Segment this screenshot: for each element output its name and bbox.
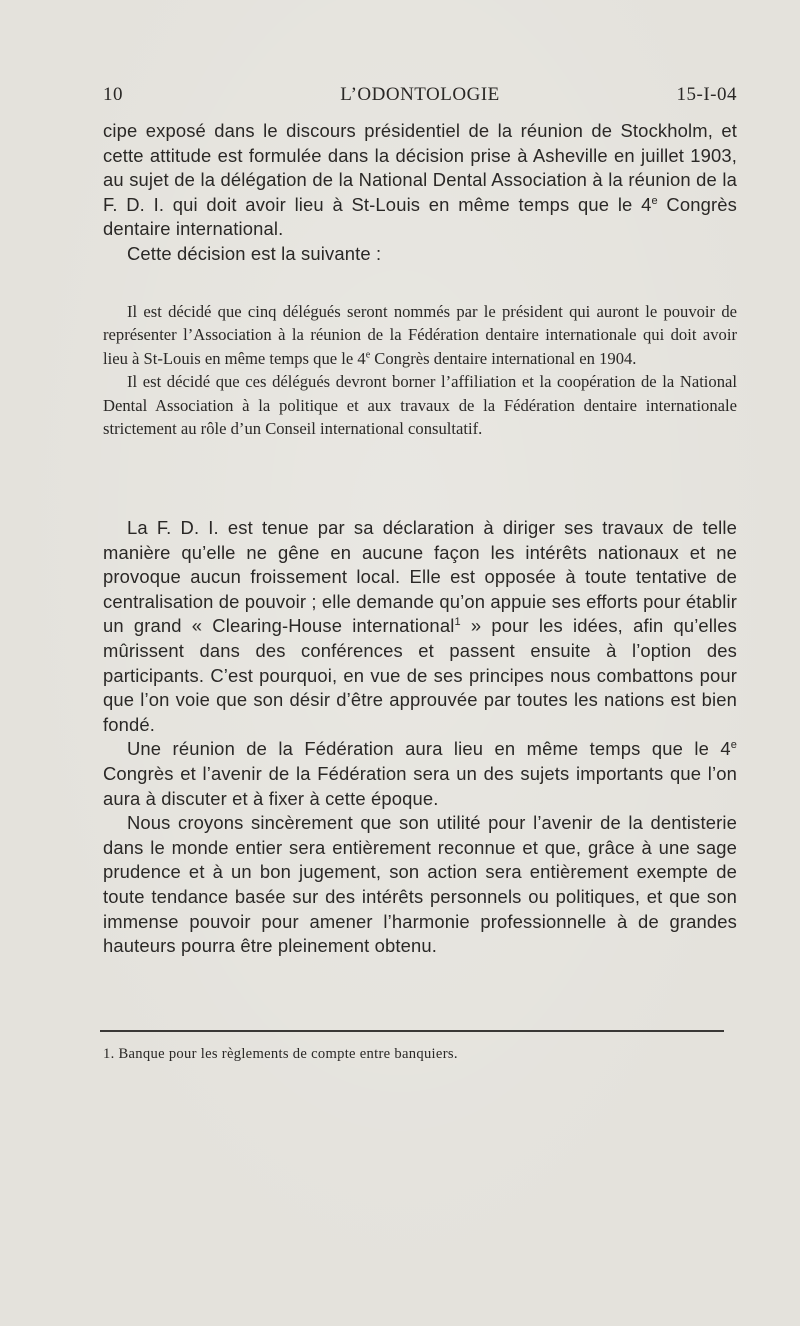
paragraph-fdi (103, 516, 737, 737)
intro-text (103, 119, 737, 267)
paragraph-reunion (103, 737, 737, 811)
footnote-marker: 1 (454, 616, 461, 629)
paragraph-conclusion: Nous croyons sincèrement que son utilité pour l’avenir de la dentisterie dans le monde entier sera entièrement reconnue et que, grâce à une sage prudence et à un bon jugement, son action sera entièrement exempte de toute tendance basée sur des intérêts personnels ou politiques, et que son immense pouvoir pour amener l’harmonie professionnelle à de grandes hauteurs pourra être pleinement obtenu. (103, 812, 737, 957)
quote-paragraph-2: Il est décidé que ces délégués devront borner l’affiliation et la coopération de la National Dental Association à la politique et aux travaux de la Fédération dentaire internationale strictement au rôle d’un Conseil international consultatif. (103, 372, 737, 439)
ordinal-suffix: e (651, 194, 658, 207)
quote-text-end: Congrès dentaire international en 1904. (370, 348, 637, 368)
quoted-decision (103, 300, 737, 440)
paragraph-text-end: Congrès dentaire international. (103, 193, 737, 240)
quote-text: Il est décidé que cinq délégués seront nommés par le président qui auront le pouvoir de représenter l’Association à la réunion de la Fédération dentaire internationale qui doit avoir lieu à St-Louis en même temps que le 4 (103, 302, 737, 368)
paragraph-continuation (103, 119, 737, 242)
paragraph-text: cipe exposé dans le discours présidentiel de la réunion de Stockholm, et cette attitude est formulée dans la décision prise à Asheville en juillet 1903, au sujet de la délégation de la National Dental Association à la réunion de la F. D. I. qui doit avoir lieu à St-Louis en même temps que le (103, 120, 737, 215)
quote-paragraph-1 (103, 300, 737, 370)
ordinal-number: 4 (641, 193, 652, 215)
ordinal-suffix: e (730, 739, 737, 752)
paragraph-decision-intro: Cette décision est la suivante : (127, 242, 382, 264)
footnote-divider (100, 1030, 724, 1032)
ordinal-suffix: e (365, 349, 371, 361)
paragraph-text: Une réunion de la Fédération aura lieu en même temps que le 4 (127, 738, 731, 760)
page-number: 10 (103, 84, 123, 105)
paragraph-text-end: » pour les idées, afin qu’elles mûrissent dans des conférences et passent ensuite à l’option des participants. C’est pourquoi, en vue de ses principes nous combattons pour que l’on voie que son désir d’être approuvée par toutes les nations est bien fondé. (103, 615, 738, 735)
running-title: L’ODONTOLOGIE (340, 84, 500, 105)
running-header (103, 84, 737, 114)
footnote: 1. Banque pour les règlements de compte entre banquiers. (103, 1046, 458, 1062)
issue-date: 15-I-04 (676, 84, 737, 105)
paragraph-text: La F. D. I. est tenue par sa déclaration à diriger ses travaux de telle manière qu’elle ne gêne en aucune façon les intérêts nationaux et ne provoque aucun froissement local. Elle est opposée à toute tentative de centralisation de pouvoir ; elle demande qu’on appuie ses efforts pour établir un grand « Clearing-House international (103, 517, 737, 637)
paragraph-text-end: Congrès et l’avenir de la Fédération sera un des sujets importants que l’on aura à discuter et à fixer à cette époque. (103, 762, 737, 809)
main-text (103, 516, 737, 959)
